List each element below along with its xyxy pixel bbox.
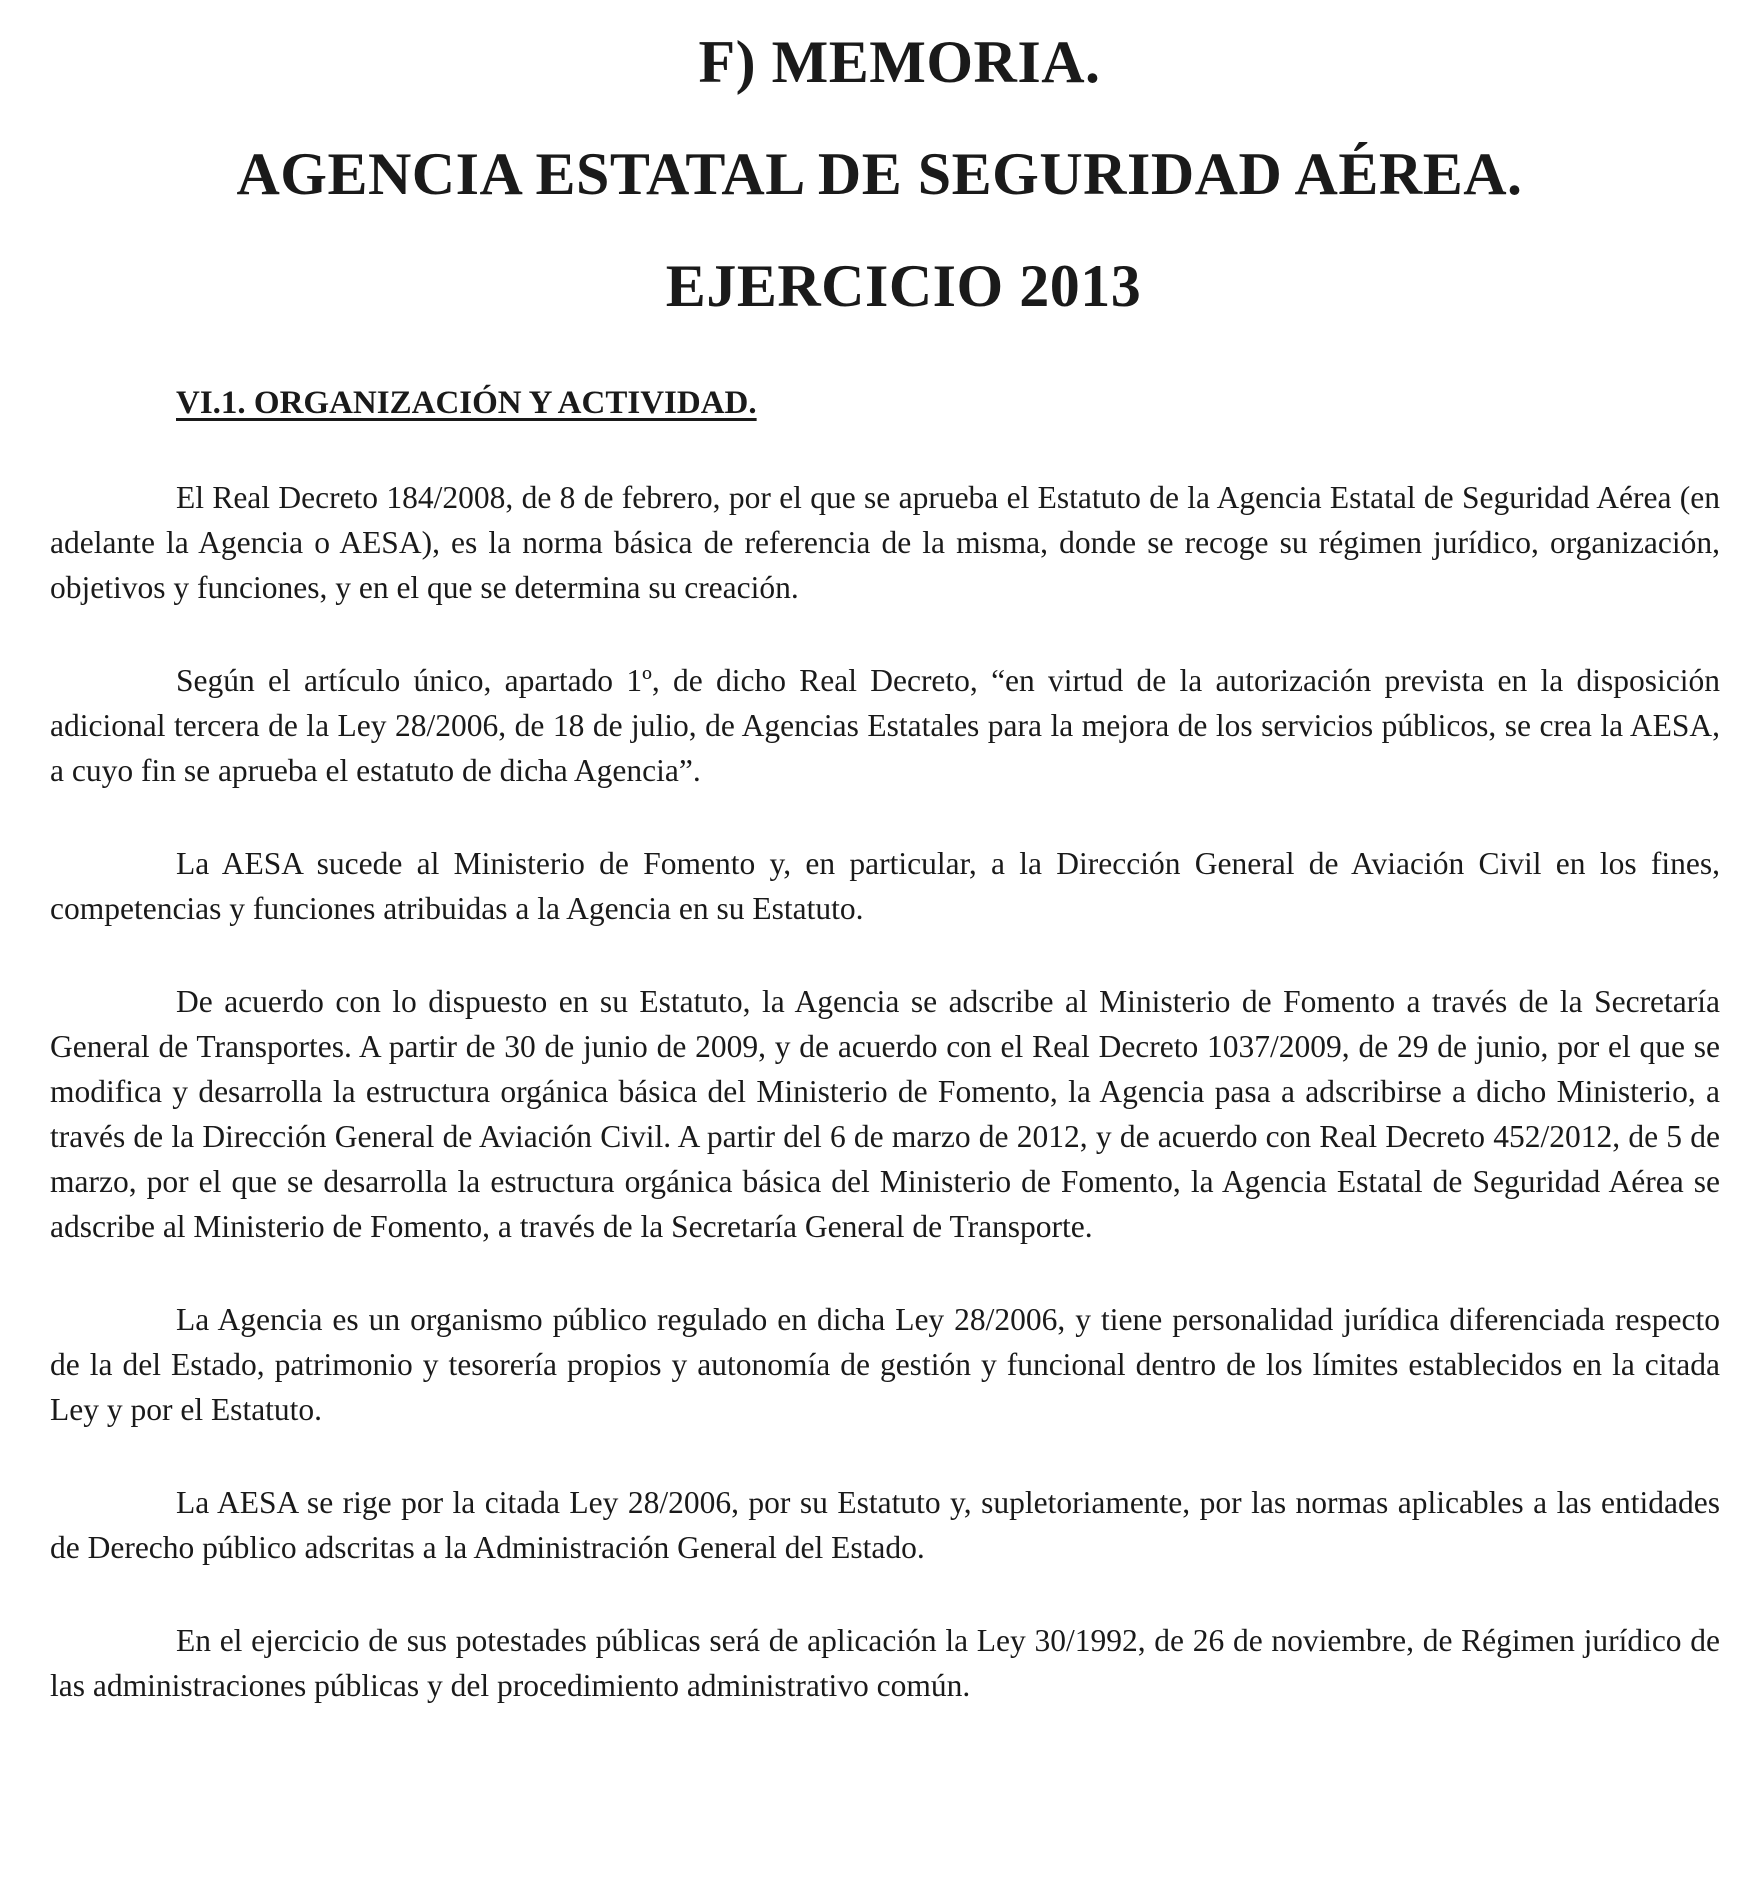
paragraph-3: La AESA sucede al Ministerio de Fomento y, en particular, a la Dirección General de Aviación Civil en los fines, competencias y funciones atribuidas a la Agencia en su Estatuto. bbox=[50, 846, 1720, 926]
body-text bbox=[50, 475, 1720, 1756]
section-heading: VI.1. ORGANIZACIÓN Y ACTIVIDAD. bbox=[176, 385, 757, 421]
paragraph-5: La Agencia es un organismo público regulado en dicha Ley 28/2006, y tiene personalidad jurídica diferenciada respecto de la del Estado, patrimonio y tesorería propios y autonomía de gestión y funcional dentro de los límites establecidos en la citada Ley y por el Estatuto. bbox=[50, 1302, 1720, 1427]
document-title bbox=[0, 6, 1739, 342]
paragraph-7: En el ejercicio de sus potestades públicas será de aplicación la Ley 30/1992, de 26 de noviembre, de Régimen jurídico de las administraciones públicas y del procedimiento administrativo común. bbox=[50, 1623, 1720, 1703]
title-line-year: EJERCICIO 2013 bbox=[665, 253, 1142, 319]
paragraph-4: De acuerdo con lo dispuesto en su Estatuto, la Agencia se adscribe al Ministerio de Fomento a través de la Secretaría General de Transportes. A partir de 30 de junio de 2009, y de acuerdo con el Real Decreto 1037/2009, de 29 de junio, por el que se modifica y desarrolla la estructura orgánica básica del Ministerio de Fomento, la Agencia pasa a adscribirse a dicho Ministerio, a través de la Dirección General de Aviación Civil. A partir del 6 de marzo de 2012, y de acuerdo con Real Decreto 452/2012, de 5 de marzo, por el que se desarrolla la estructura orgánica básica del Ministerio de Fomento, la Agencia Estatal de Seguridad Aérea se adscribe al Ministerio de Fomento, a través de la Secretaría General de Transporte. bbox=[50, 984, 1720, 1244]
title-line-agency: AGENCIA ESTATAL DE SEGURIDAD AÉREA. bbox=[236, 141, 1523, 207]
paragraph-1: El Real Decreto 184/2008, de 8 de febrero, por el que se aprueba el Estatuto de la Agencia Estatal de Seguridad Aérea (en adelante la Agencia o AESA), es la norma básica de referencia de la misma, donde se recoge su régimen jurídico, organización, objetivos y funciones, y en el que se determina su creación. bbox=[50, 480, 1720, 605]
paragraph-6: La AESA se rige por la citada Ley 28/2006, por su Estatuto y, supletoriamente, por las normas aplicables a las entidades de Derecho público adscritas a la Administración General del Estado. bbox=[50, 1485, 1720, 1565]
title-line-memoria: F) MEMORIA. bbox=[698, 29, 1101, 95]
paragraph-2: Según el artículo único, apartado 1º, de dicho Real Decreto, “en virtud de la autorización prevista en la disposición adicional tercera de la Ley 28/2006, de 18 de julio, de Agencias Estatales para la mejora de los servicios públicos, se crea la AESA, a cuyo fin se aprueba el estatuto de dicha Agencia”. bbox=[50, 663, 1720, 788]
